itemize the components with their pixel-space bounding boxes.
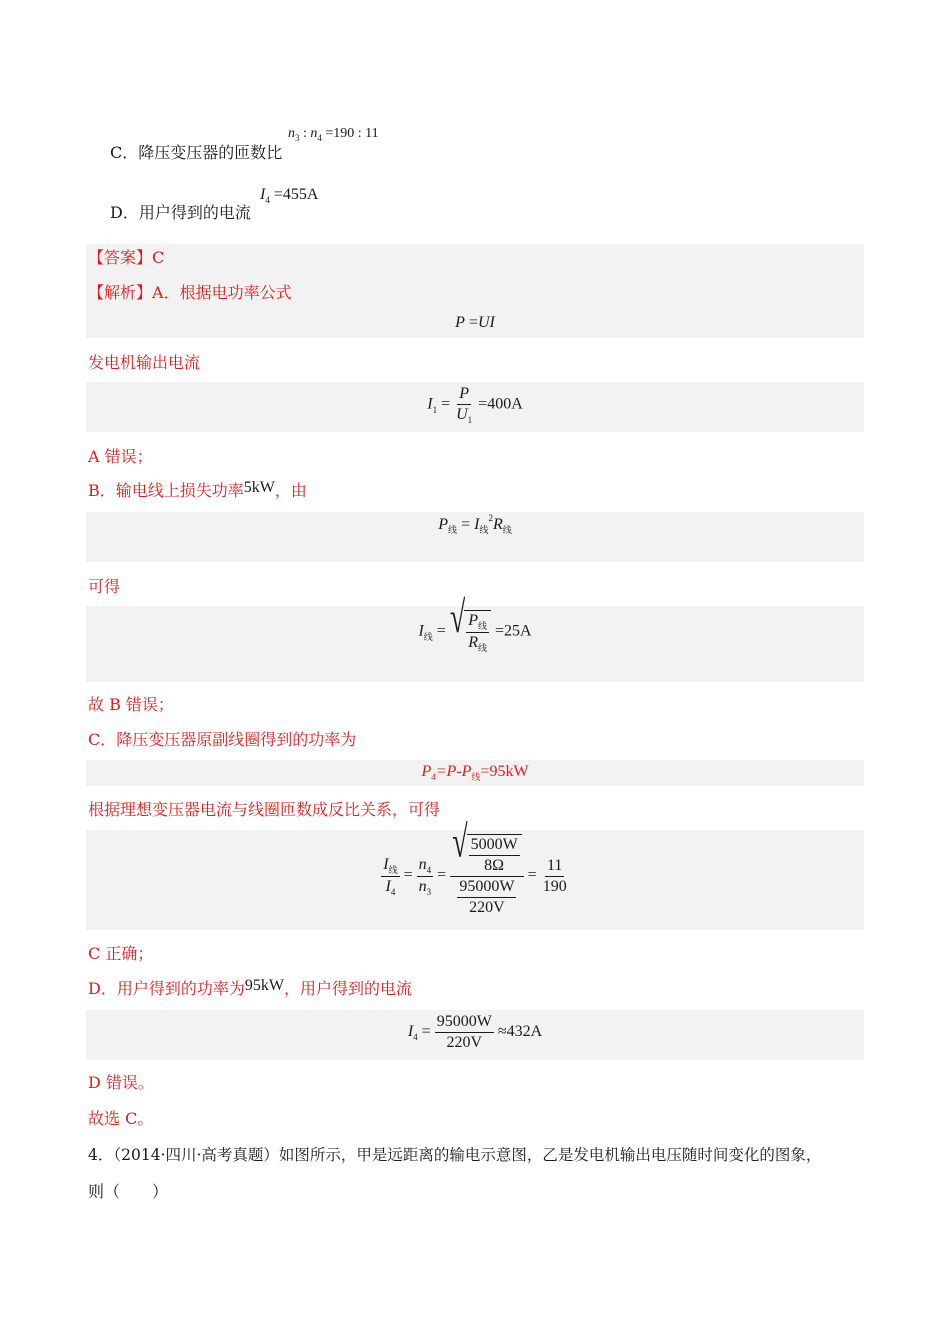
option-c-label: C．降压变压器的匝数比: [110, 143, 283, 162]
equals: =: [464, 314, 478, 331]
fraction-denominator: 220V: [446, 1034, 483, 1051]
i-subscript: 4: [413, 1032, 418, 1043]
i-symbol: I: [418, 622, 424, 640]
b-intro-line: [88, 480, 307, 503]
fraction-numerator: P: [457, 384, 471, 405]
ratio-value: =190 : 11: [325, 126, 379, 141]
equals: =: [436, 622, 446, 640]
eq-power-formula: [86, 314, 864, 332]
eq-line-current: [86, 593, 864, 654]
i4-subscript: 4: [390, 886, 396, 897]
option-c-formula: [288, 126, 379, 142]
equals: =: [421, 1023, 431, 1041]
p-symbol: P: [455, 314, 465, 331]
n4-subscript: 4: [317, 133, 322, 143]
d-intro-line: [88, 978, 412, 1001]
eq-current-ratio: [86, 818, 864, 918]
current-value: =455A: [273, 186, 319, 203]
power-over-resistance-fraction: [469, 835, 520, 876]
n4-subscript: 4: [426, 864, 432, 875]
r-symbol: R: [492, 516, 503, 533]
d-tail: ，用户得到的电流: [283, 979, 412, 998]
n4-symbol: n: [418, 855, 427, 873]
d-intro: D．用户得到的功率为: [88, 979, 245, 998]
fraction-denominator: U: [456, 406, 468, 423]
i-subscript: 1: [432, 404, 438, 415]
compound-fraction: [450, 818, 523, 918]
n4-symbol: n: [310, 126, 318, 141]
i-ratio-fraction: [381, 855, 399, 898]
b-intro: B．输电线上损失功率: [88, 481, 244, 500]
i-symbol: I: [407, 1023, 414, 1041]
b-wrong: 故 B 错误；: [88, 695, 174, 714]
p-symbol: P: [421, 763, 432, 780]
sqrt-expression: [452, 818, 521, 876]
i-line-symbol: I: [383, 855, 389, 873]
p-subscript: 线: [448, 525, 458, 535]
sqrt-sign: √: [449, 593, 466, 644]
power-numerator: 5000W: [469, 835, 520, 856]
p-over-u-fraction: [454, 384, 474, 426]
equals-2: =: [437, 866, 447, 884]
i-subscript: 4: [265, 195, 270, 205]
fraction-numerator: 95000W: [435, 1012, 494, 1033]
b-loss-value: 5kW: [243, 479, 275, 496]
c-intro: C．降压变压器原副线圈得到的功率为: [88, 730, 357, 749]
equals-3: =: [527, 866, 537, 884]
line-subscript: 线: [471, 772, 481, 782]
colon: :: [303, 126, 307, 141]
equals: =: [441, 395, 451, 413]
power-over-voltage-fraction: [435, 1012, 494, 1053]
gen-current-label: 发电机输出电流: [88, 353, 201, 372]
equals-1: =: [403, 866, 413, 884]
eq-step-down-power: [86, 763, 864, 781]
sqrt-expression: [449, 593, 491, 654]
n3-subscript: 3: [426, 886, 432, 897]
option-d-label: D．用户得到的电流: [110, 203, 251, 222]
eq-gen-current: [86, 384, 864, 426]
answer-tag: 【答案】: [88, 248, 153, 267]
i-line-subscript: 线: [388, 864, 398, 875]
d-wrong: D 错误。: [88, 1073, 154, 1092]
equals: =: [461, 516, 471, 533]
n3-symbol: n: [418, 877, 427, 895]
p-symbol: P: [438, 516, 449, 533]
gen-current-value: =400A: [478, 395, 523, 413]
option-d: [110, 200, 251, 223]
sqrt-sign: √: [452, 818, 468, 868]
analysis-a-intro: A．根据电功率公式: [152, 283, 292, 302]
eq-line-loss: [86, 513, 864, 535]
d-power-value: 95kW: [244, 977, 284, 994]
denominator-subscript: 线: [477, 643, 487, 653]
question4-line2: 则（ ）: [88, 1182, 169, 1201]
a-wrong: A 错误；: [88, 447, 153, 466]
result-denominator: 190: [542, 877, 567, 895]
p-subscript: 4: [431, 772, 436, 782]
user-current-value: ≈432A: [497, 1023, 543, 1041]
conclusion: 故选 C。: [88, 1109, 154, 1128]
i-symbol: I: [260, 186, 266, 203]
analysis-tag: 【解析】: [88, 283, 153, 302]
power-value: =95kW: [480, 763, 529, 780]
c-right: C 正确；: [88, 944, 154, 963]
analysis-intro: [88, 282, 292, 304]
answer-line: [88, 247, 164, 269]
power-numerator-2: 95000W: [457, 877, 516, 898]
numerator-subscript: 线: [477, 621, 487, 631]
fraction-denominator: R: [468, 634, 478, 651]
n-ratio-fraction: [417, 855, 434, 898]
n3-subscript: 3: [295, 133, 300, 143]
r-subscript: 线: [502, 525, 512, 535]
i-subscript: 线: [479, 525, 489, 535]
result-numerator: 11: [545, 856, 564, 877]
option-c: [110, 140, 282, 163]
square-exponent: 2: [488, 513, 493, 523]
result-fraction: [541, 856, 569, 897]
i4-symbol: I: [385, 877, 391, 895]
denominator-subscript: 1: [467, 415, 473, 425]
b-derive: 可得: [88, 577, 121, 596]
question4-line1: 4．（2014·四川·高考真题）如图所示，甲是远距离的输电示意图，乙是发电机输出电压随时间变化的图象，: [88, 1146, 822, 1164]
answer-value: C: [152, 248, 165, 267]
fraction-numerator: P: [468, 612, 478, 629]
i-symbol: I: [474, 516, 480, 533]
n3-symbol: n: [288, 126, 295, 141]
i-symbol: I: [427, 395, 433, 413]
line-current-value: =25A: [494, 622, 532, 640]
option-d-formula: [260, 186, 318, 204]
p-over-r-fraction: [466, 611, 489, 654]
eq-user-current: [86, 1012, 864, 1053]
voltage-denominator: 220V: [469, 899, 505, 916]
c-relation: 根据理想变压器电流与线圈匝数成反比关系，可得: [88, 800, 441, 819]
resistance-denominator: 8Ω: [484, 857, 505, 874]
p-minus-p: =P-P: [435, 763, 472, 780]
i-subscript: 线: [423, 631, 433, 642]
ui-symbol: UI: [477, 314, 495, 331]
b-tail: ，由: [274, 481, 307, 500]
